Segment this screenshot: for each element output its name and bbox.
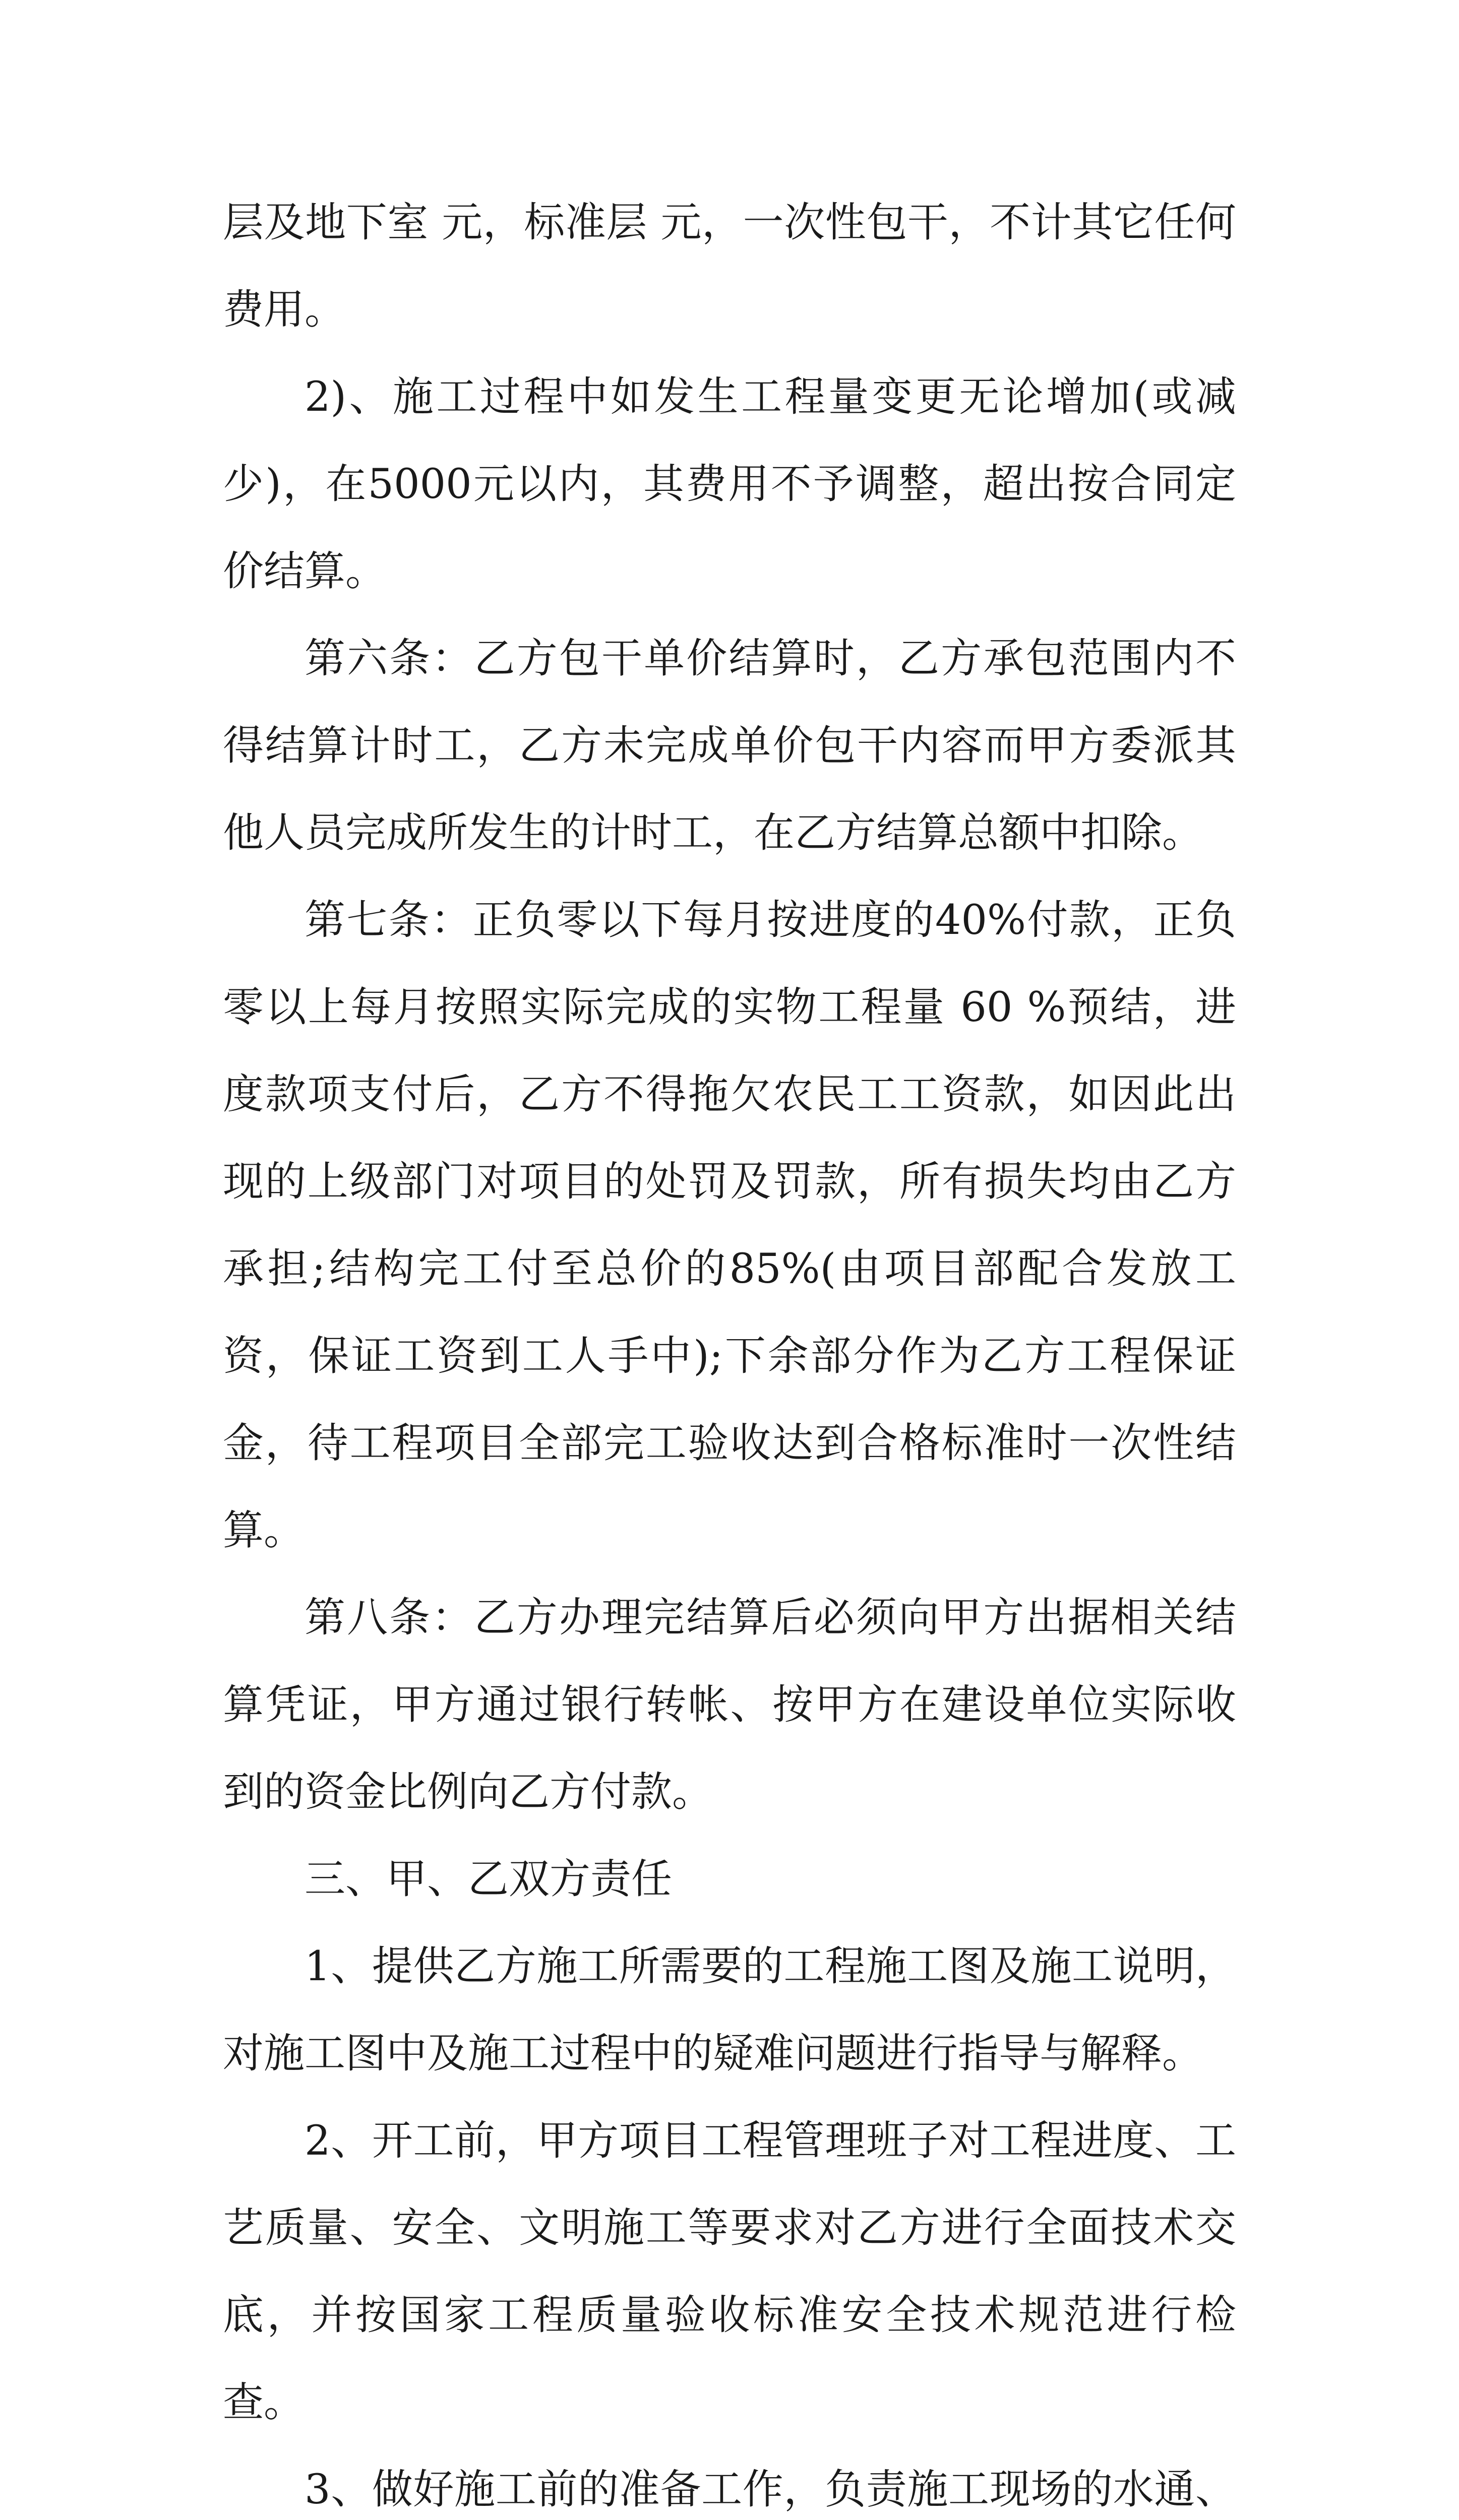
section-heading: 三、甲、乙双方责任 <box>305 1856 673 1903</box>
paragraph: 第六条：乙方包干单价结算时，乙方承包范围内不得结算计时工，乙方未完成单价包干内容而甲方委派其他人员完成所发生的计时工，在乙方结算总额中扣除。 <box>223 635 1236 857</box>
body-text <box>223 179 1236 2520</box>
paragraph: 层及地下室 元，标准层 元，一次性包干，不计其它任何费用。 <box>223 199 1236 334</box>
paragraph: 第七条：正负零以下每月按进度的40%付款，正负零以上每月按照实际完成的实物工程量 60 %预结，进度款项支付后，乙方不得拖欠农民工工资款，如因此出现的上级部门对项目的处罚及罚款，所有损失均由乙方承担;结构完工付至总价的85%(由项目部配合发放工资，保证工资到工人手中);下余部分作为乙方工程保证金，待工程项目全部完工验收达到合格标准时一次性结算。 <box>223 897 1236 1554</box>
paragraph: 3、做好施工前的准备工作，负责施工现场的水通、 <box>305 2466 1236 2513</box>
paragraph: 2)、施工过程中如发生工程量变更无论增加(或减少)，在5000元以内，其费用不予调整，超出按合同定价结算。 <box>223 373 1236 595</box>
paragraph: 第八条：乙方办理完结算后必须向甲方出据相关结算凭证，甲方通过银行转帐、按甲方在建设单位实际收到的资金比例向乙方付款。 <box>223 1594 1236 1816</box>
paragraph: 1、提供乙方施工所需要的工程施工图及施工说明，对施工图中及施工过程中的疑难问题进行指导与解释。 <box>223 1943 1236 2077</box>
paragraph: 2、开工前，甲方项目工程管理班子对工程进度、工艺质量、安全、文明施工等要求对乙方进行全面技术交底，并按国家工程质量验收标准安全技术规范进行检查。 <box>223 2117 1236 2426</box>
